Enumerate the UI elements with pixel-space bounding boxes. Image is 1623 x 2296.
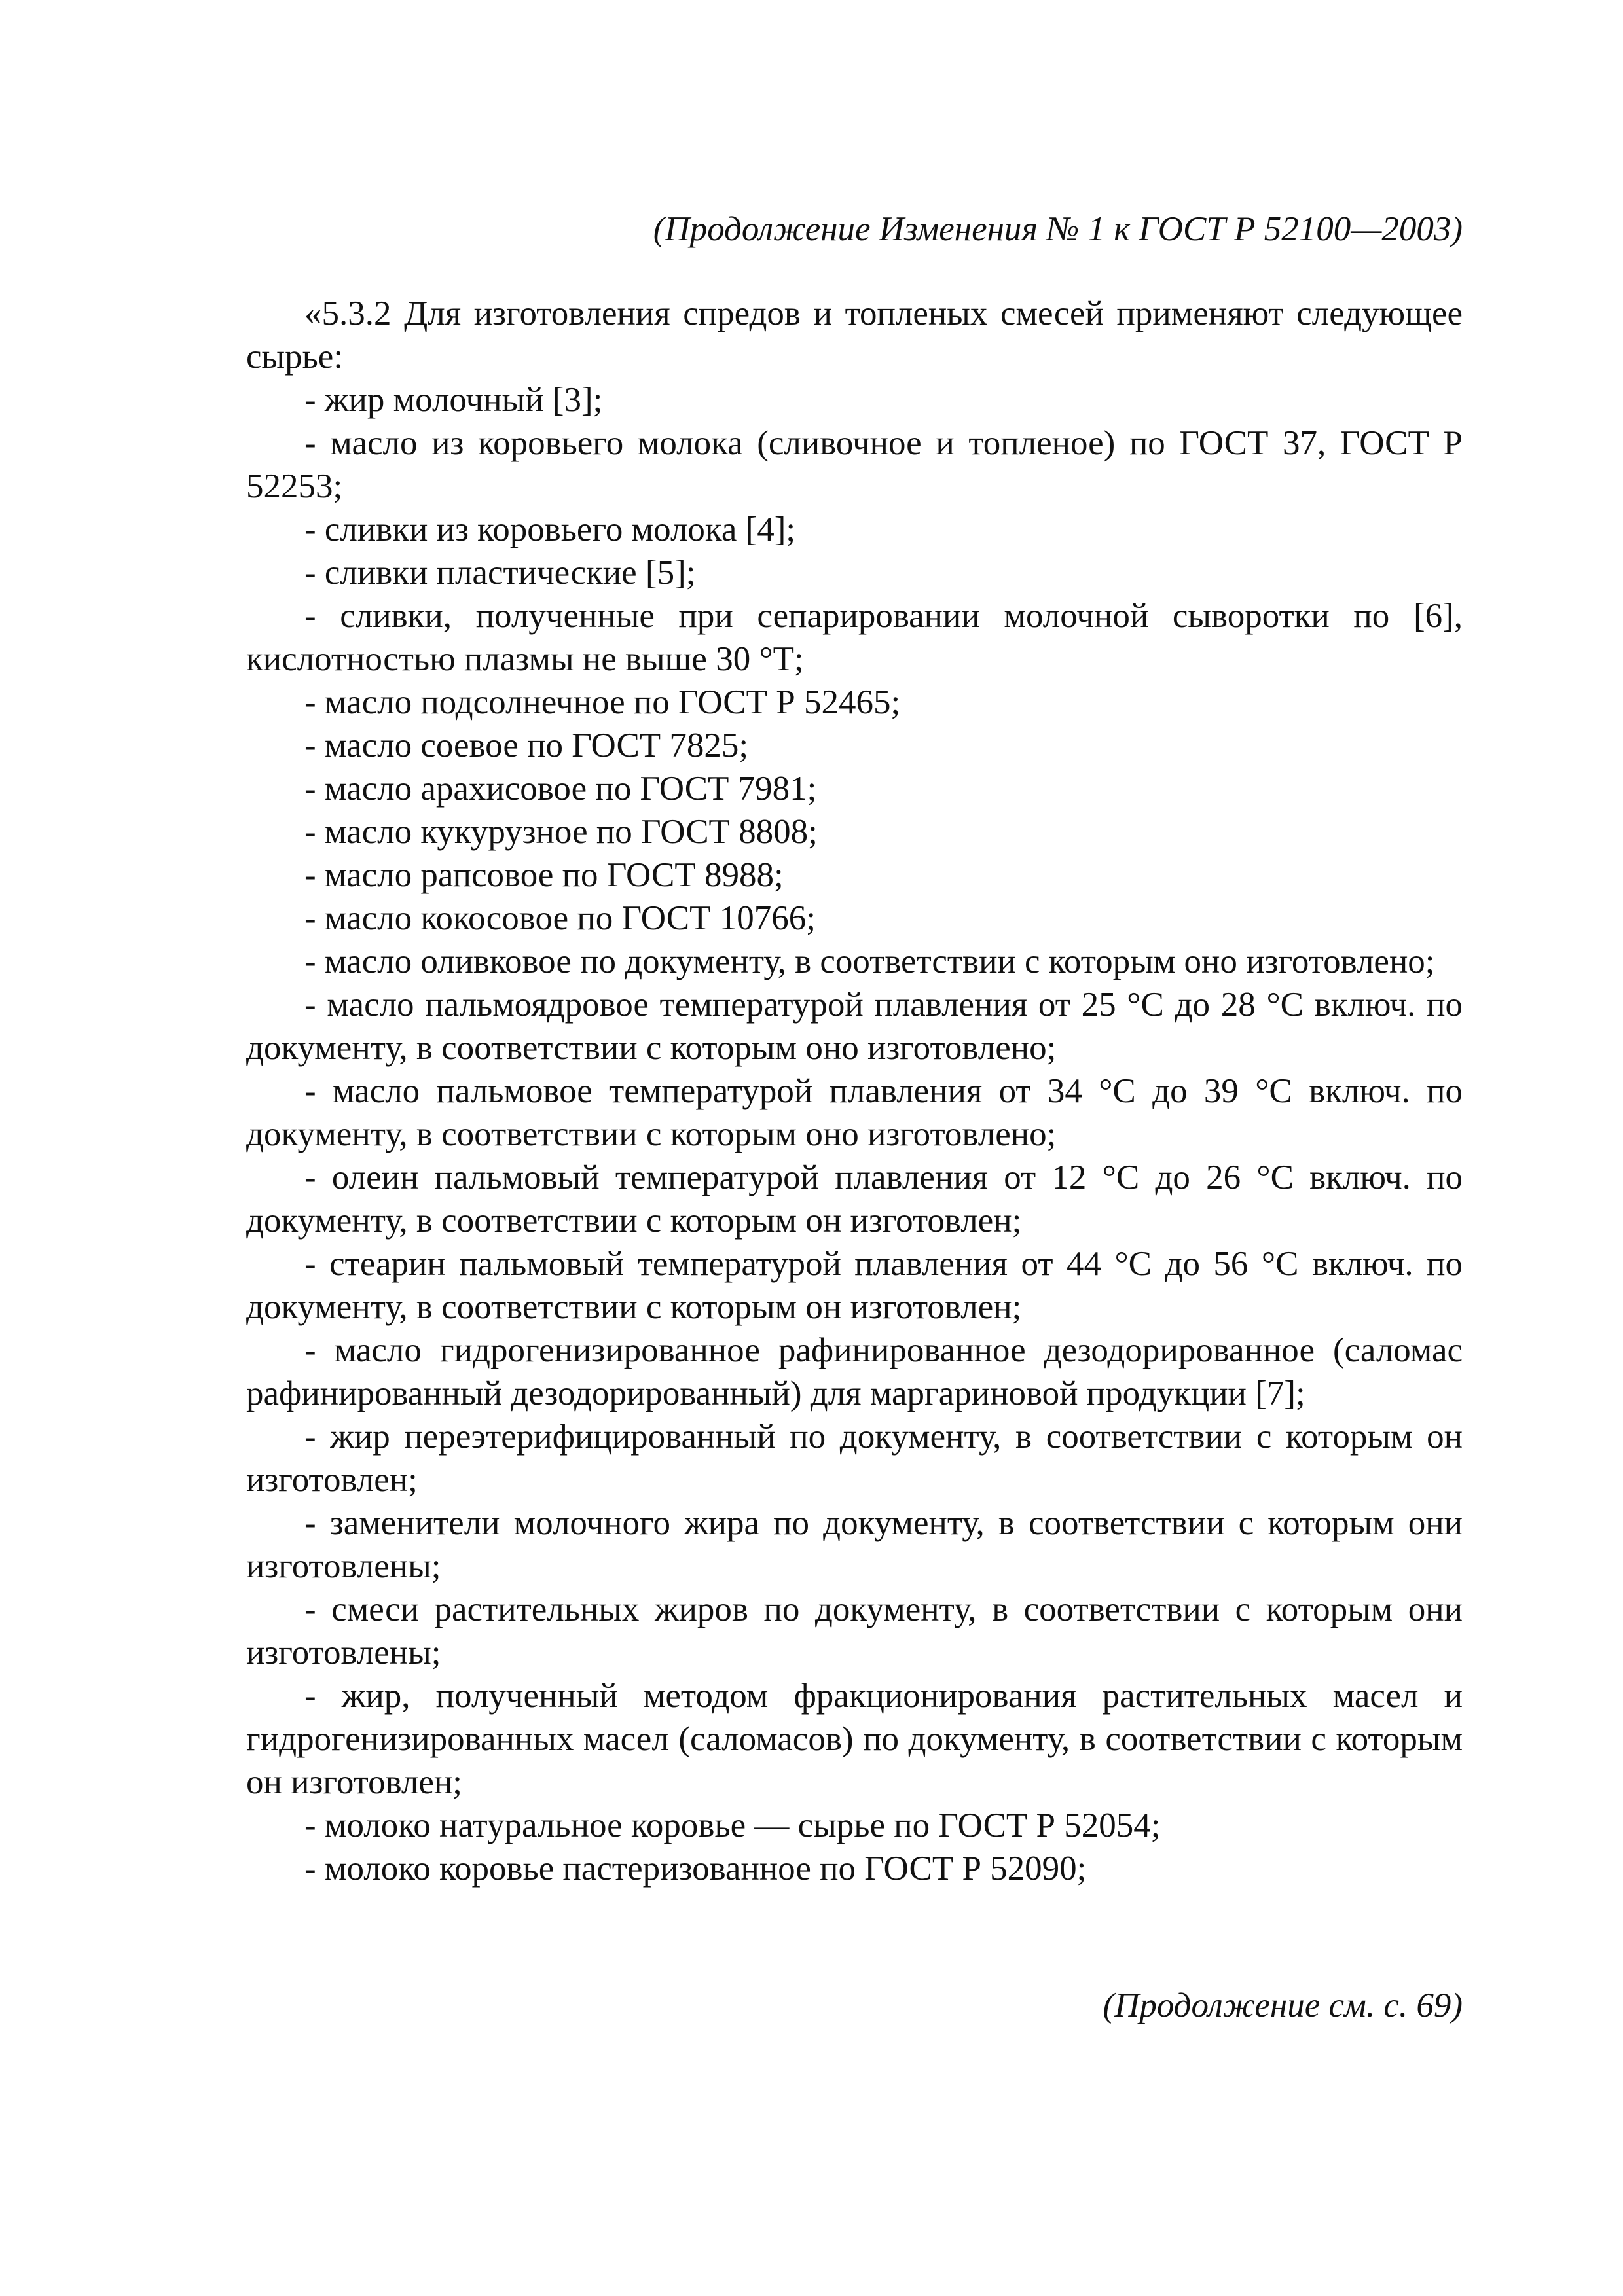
list-item: - сливки, полученные при сепарировании молочной сыворотки по [6], кислотностью плазмы не выше 30 °Т; [246, 597, 1463, 678]
document-body [246, 292, 1463, 1890]
list-item: - жир переэтерифицированный по документу, в соответствии с которым он изготовлен; [246, 1418, 1463, 1499]
list-item: - сливки из коровьего молока [4]; [304, 511, 796, 548]
list-item: - молоко натуральное коровье — сырье по ГОСТ Р 52054; [304, 1806, 1161, 1844]
list-item: - заменители молочного жира по документу, в соответствии с которым они изготовлены; [246, 1504, 1463, 1585]
list-item: - сливки пластические [5]; [304, 554, 696, 592]
list-item: - олеин пальмовый температурой плавления от 12 °С до 26 °С включ. по документу, в соответствии с которым он изготовлен; [246, 1158, 1463, 1240]
list-item: - смеси растительных жиров по документу, в соответствии с которым они изготовлены; [246, 1590, 1463, 1672]
list-item: - масло пальмовое температурой плавления от 34 °С до 39 °С включ. по документу, в соответствии с которым оно изготовлено; [246, 1072, 1463, 1153]
list-item: - молоко коровье пастеризованное по ГОСТ Р 52090; [304, 1850, 1087, 1888]
list-item: - масло гидрогенизированное рафинированное дезодорированное (саломас рафинированный дезодорированный) для маргариновой продукции [7]; [246, 1331, 1463, 1412]
list-item: - жир молочный [3]; [304, 381, 603, 419]
list-item: - жир, полученный методом фракционирования растительных масел и гидрогенизированных масел (саломасов) по документу, в соответствии с которым он изготовлен; [246, 1677, 1463, 1801]
list-item: - масло соевое по ГОСТ 7825; [304, 726, 749, 764]
list-item: - масло арахисовое по ГОСТ 7981; [304, 770, 817, 808]
list-item: - масло кукурузное по ГОСТ 8808; [304, 813, 818, 851]
page-header-continuation: (Продолжение Изменения № 1 к ГОСТ Р 52100—2003) [653, 210, 1463, 248]
list-item: - масло из коровьего молока (сливочное и топленое) по ГОСТ 37, ГОСТ Р 52253; [246, 424, 1463, 505]
page-footer-continuation: (Продолжение см. с. 69) [1103, 1986, 1463, 2024]
list-item: - масло подсолнечное по ГОСТ Р 52465; [304, 683, 901, 721]
list-item: - масло кокосовое по ГОСТ 10766; [304, 899, 816, 937]
paragraph-intro: «5.3.2 Для изготовления спредов и топленых смесей применяют следующее сырье: [246, 295, 1463, 376]
list-item: - масло оливковое по документу, в соответствии с которым оно изготовлено; [304, 942, 1435, 980]
list-item: - масло пальмоядровое температурой плавления от 25 °С до 28 °С включ. по документу, в соответствии с которым оно изготовлено; [246, 986, 1463, 1067]
list-item: - масло рапсовое по ГОСТ 8988; [304, 856, 784, 894]
list-item: - стеарин пальмовый температурой плавления от 44 °С до 56 °С включ. по документу, в соответствии с которым он изготовлен; [246, 1245, 1463, 1326]
